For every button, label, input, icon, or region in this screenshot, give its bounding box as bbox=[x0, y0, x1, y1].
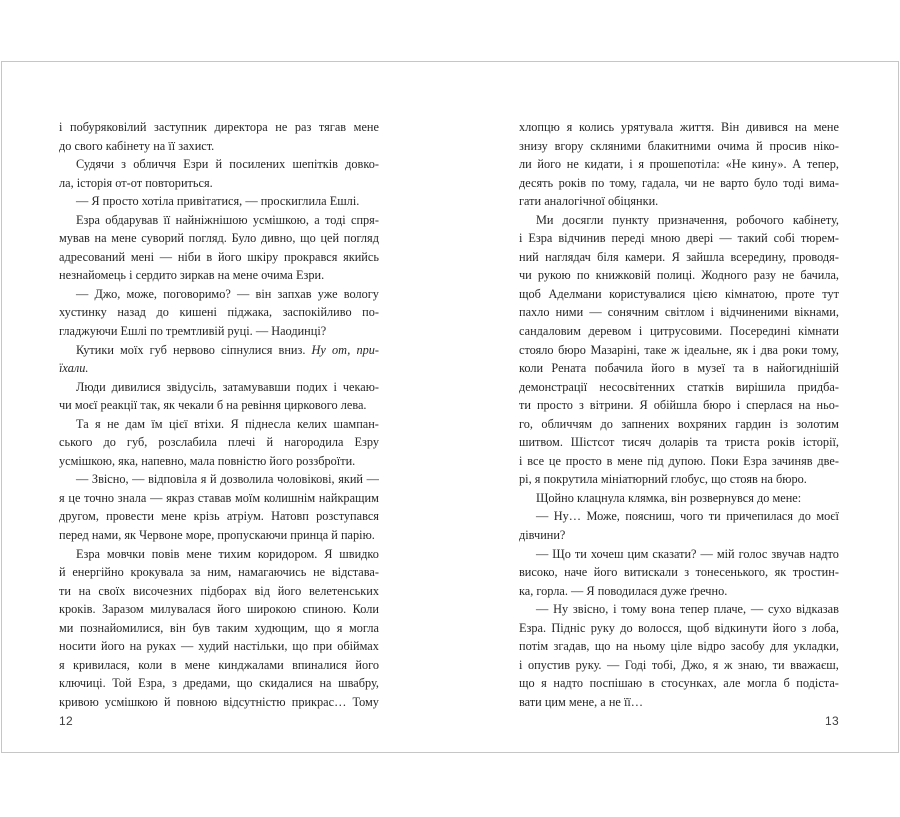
text-line: і побуряковілий заступник директора не раз тягав мене bbox=[59, 120, 379, 134]
text-line: хлопцю я колись урятувала життя. Він дивився на мене bbox=[519, 120, 839, 134]
text-line: Та я не дам їм цієї втіхи. Я піднесла келих шампан- bbox=[76, 416, 379, 431]
text-line: усмішкою, яка, напевно, мала повністю його роззброїти. bbox=[59, 453, 356, 468]
text-line: потім згадав, що на ньому ціле відро засобу для укладки, bbox=[519, 639, 839, 654]
text-line: демонстрації несосвітенних статків вирішила придба- bbox=[519, 379, 839, 394]
text-line: я кривилася, коли в мене кинджалами впиналися його bbox=[59, 657, 379, 672]
text-line: — Ну звісно, і тому вона тепер плаче, — сухо відказав bbox=[536, 602, 839, 617]
page-right[interactable] bbox=[519, 118, 839, 734]
text-line: чи рукою по книжковій полиці. Жодного разу не бачила, bbox=[519, 268, 839, 283]
text-line: ний наглядач біля камери. Я зайшла всередину, проводя- bbox=[519, 249, 839, 264]
text-line: і все це просто в мене під дупою. Поки Езра зачиняв две- bbox=[519, 453, 839, 468]
text-line: адресований мені — ніби в його шкіру прокрався якийсь bbox=[59, 249, 379, 264]
text-line: го, обличчям до запнених вохряних гардин із золотим bbox=[519, 416, 839, 431]
text-line: другом, провести мене крізь атріум. Натовп розступався bbox=[59, 509, 379, 524]
text-line: — Що ти хочеш цим сказати? — мій голос звучав надто bbox=[536, 546, 839, 561]
text-line: Судячи з обличчя Езри й посилених шепітків довко- bbox=[76, 157, 379, 172]
text-line: ка, горла. — Я поводилася дуже ґречно. bbox=[519, 583, 728, 598]
text-line: і Езра відчинив переді мною двері — такий собі тюрем- bbox=[519, 231, 839, 246]
text-line: що я надто поспішаю в стосунках, але могла б подіста- bbox=[519, 676, 839, 691]
text-line: ти на своїх височезних підборах від його велетенських bbox=[59, 583, 379, 598]
text-line: стояло бюро Мазаріні, таке ж ідеальне, як і два роки тому, bbox=[519, 342, 839, 357]
text-line: незнайомець і сердито зиркав на мене очима Езри. bbox=[59, 268, 325, 283]
text-line: перед нами, як Червоне море, пропускаючи принца й парію. bbox=[59, 528, 375, 543]
text-line: пахло ними — сонячним світлом і відчиненими вікнами, bbox=[519, 305, 839, 320]
text-line: сандаловим деревом і цитрусовими. Посередині кімнати bbox=[519, 324, 839, 339]
page-number: 12 bbox=[59, 714, 73, 728]
text-line: десять років по тому, гадала, чи не варто було тоді вима- bbox=[519, 175, 839, 190]
page-text bbox=[519, 118, 839, 712]
text-line: — Звісно, — відповіла я й дозволила чоловікові, який — bbox=[76, 472, 379, 487]
text-line: щоб Аделмани користувалися цією кімнатою, проте тут bbox=[519, 286, 839, 301]
text-line: високо, наче його витискали з тонесенького, як тростин- bbox=[519, 565, 839, 580]
page-text bbox=[59, 118, 379, 712]
text-line: вати цим мене, а не її… bbox=[519, 694, 644, 709]
text-line: ми познайомилися, він був таким худющим, що я могла bbox=[59, 620, 379, 635]
page-left[interactable] bbox=[59, 118, 379, 734]
text-line: — Ну… Може, поясниш, чого ти причепилася до моєї bbox=[536, 509, 839, 524]
text-line: коли Рената побачила його в музеї та в найогиднішій bbox=[519, 361, 839, 376]
text-line: Езра мовчки повів мене тихим коридором. Я швидко bbox=[76, 546, 379, 561]
text-line: знизу вгору скляними блакитними очима й просив ніко- bbox=[519, 138, 839, 153]
text-line: ключиці. Той Езра, з дредами, що скидалися на швабру, bbox=[59, 676, 379, 691]
text-line: — Я просто хотіла привітатися, — проскиглила Ешлі. bbox=[76, 194, 360, 209]
text-line: й енергійно крокувала за ним, намагаючись не відстава- bbox=[59, 565, 379, 580]
text-line: кроків. Заразом милувалася його широкою спиною. Коли bbox=[59, 602, 379, 617]
text-line: шитвом. Шістсот тисяч доларів та триста років історії, bbox=[519, 435, 839, 450]
text-line: до свого кабінету на її захист. bbox=[59, 138, 215, 153]
text-line: носити його на руках — худий настільки, що при обіймах bbox=[59, 639, 379, 654]
text-line: я це точно знала — якраз ставав моїм колишнім найкращим bbox=[59, 490, 379, 505]
page-number: 13 bbox=[825, 714, 839, 728]
text-line: мував на мене суворий погляд. Було дивно, що цей погляд bbox=[59, 231, 379, 246]
text-line: гладжуючи Ешлі по тремтливій руці. — Наодинці? bbox=[59, 324, 327, 339]
text-line: хустинку назад до кишені піджака, заспокійливо по- bbox=[59, 305, 379, 320]
page-spread bbox=[1, 61, 899, 753]
text-line: ського до губ, розслабила плечі й нагородила Езру bbox=[59, 435, 379, 450]
text-line: чи моєї реакції так, як чекали б на ревіння циркового лева. bbox=[59, 398, 367, 413]
text-line: їхали. bbox=[59, 361, 89, 376]
text-line: ти просто з вітрини. Я обійшла бюро і сперлася на ньо- bbox=[519, 398, 839, 413]
text-line: Люди дивилися звідусіль, затамувавши подих і чекаю- bbox=[76, 379, 379, 394]
text-line: ли його не кидати, і я прошепотіла: «Не кину». А тепер, bbox=[519, 157, 839, 172]
text-line: дівчини? bbox=[519, 528, 566, 543]
text-line: Щойно клацнула клямка, він розвернувся до мене: bbox=[536, 490, 802, 505]
text-line: Езра обдарував її найніжнішою усмішкою, а тоді спря- bbox=[76, 212, 379, 227]
text-line: — Джо, може, поговоримо? — він запхав уже вологу bbox=[76, 286, 379, 301]
text-line: Езра. Підніс руку до волосся, щоб відкинути його з лоба, bbox=[519, 620, 839, 635]
text-line: Ми досягли пункту призначення, робочого кабінету, bbox=[536, 212, 839, 227]
text-line: Кутики моїх губ нервово сіпнулися вниз. Ну от, при- bbox=[76, 342, 379, 357]
text-line: ла, історія от-от повториться. bbox=[59, 175, 213, 190]
text-line: гати аналогічної обіцянки. bbox=[519, 194, 659, 209]
text-line: рі, я покрутила мініатюрний глобус, що стояв на бюро. bbox=[519, 472, 807, 487]
text-line: кривою усмішкою й повною відсутністю прикрас… Тому bbox=[59, 694, 379, 709]
text-line: і опустив руку. — Годі тобі, Джо, я ж знаю, ти вважаєш, bbox=[519, 657, 839, 672]
